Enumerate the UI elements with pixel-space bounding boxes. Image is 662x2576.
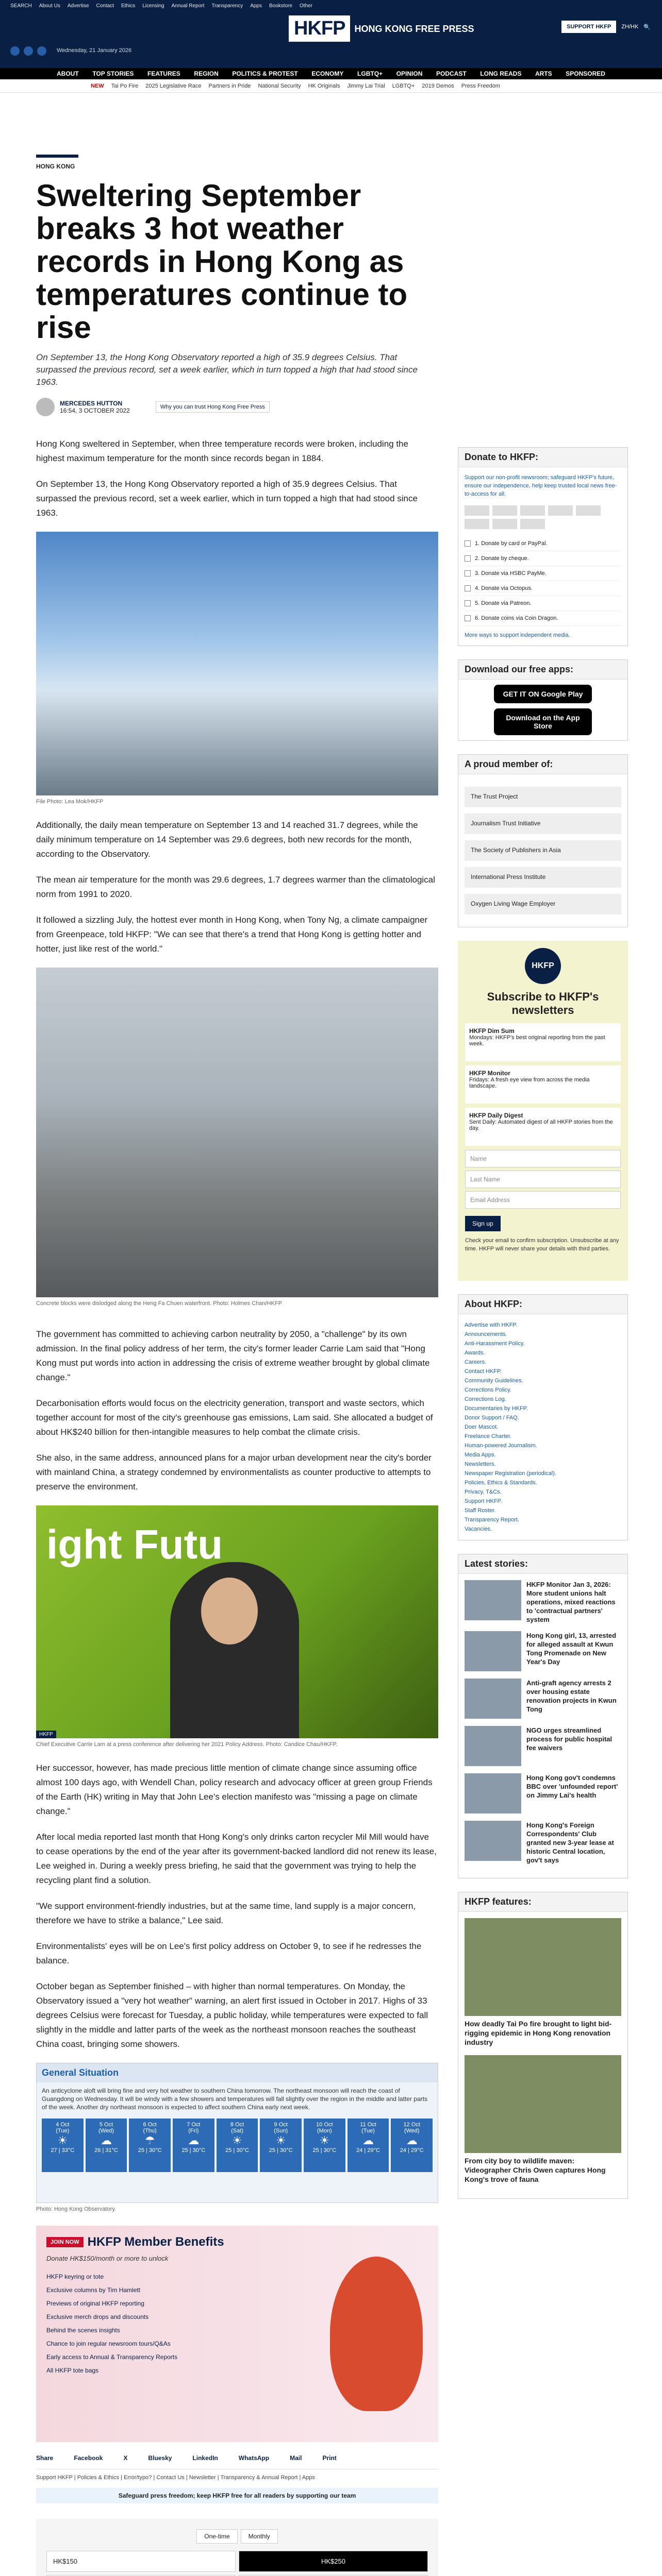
about-link[interactable]: Advertise with HKFP. <box>465 1322 518 1328</box>
paragraph: Hong Kong sweltered in September, when three temperature records were broken, including the highest maximum temperature for the month since records began in 1884. <box>36 439 408 463</box>
article-photo <box>36 968 438 1297</box>
donate-option[interactable]: 2. Donate by cheque. <box>465 551 621 566</box>
current-date: Wednesday, 21 January 2026 <box>57 47 132 54</box>
trust-project-logo[interactable]: The Trust Project <box>465 787 621 807</box>
newsletter-title: Subscribe to HKFP's newsletters <box>487 990 599 1016</box>
donate-box <box>458 447 628 646</box>
trending-item[interactable]: Partners in Pride <box>208 82 251 89</box>
amount-250[interactable]: HK$250 <box>239 2551 428 2572</box>
paragraph: It followed a sizzling July, the hottest ever month in Hong Kong, when Tony Ng, a climate campaigner from Greenpeace, told HKFP: "We can see that there's a trend that Hong Kong is getting hotter and hotter, just like rest of the world." <box>36 915 428 954</box>
story-thumbnail <box>465 1679 521 1719</box>
nav-politics[interactable]: POLITICS & PROTEST <box>232 70 298 77</box>
forecast-day: 8 Oct (Sat) ☀ 25 | 30°C <box>217 2119 258 2172</box>
contact-link[interactable]: Contact <box>96 3 114 9</box>
donate-option[interactable]: 4. Donate via Octopus. <box>465 581 621 596</box>
benefit-item: Exclusive merch drops and discounts <box>46 2313 149 2320</box>
share-x[interactable]: X <box>123 2454 128 2462</box>
share-bar <box>36 2454 438 2469</box>
sun-icon: ☀ <box>57 2134 68 2147</box>
monthly-tab[interactable]: Monthly <box>241 2529 278 2544</box>
share-print[interactable]: Print <box>322 2454 337 2462</box>
latest-story[interactable]: Anti-graft agency arrests 2 over housing estate renovation projects in Kwun Tong <box>465 1679 621 1719</box>
member-subtitle: Donate HK$150/month or more to unlock <box>46 2255 169 2262</box>
paragraph: "We support environment-friendly industries, but at the same time, land supply is a major concern, therefore we have to strike a balance," Lee said. <box>36 1901 416 1925</box>
photo-backdrop-text: ight Futu <box>46 1521 223 1567</box>
nav-podcast[interactable]: PODCAST <box>436 70 467 77</box>
nav-features[interactable]: FEATURES <box>147 70 180 77</box>
photo-subject-face <box>201 1578 258 1645</box>
x-icon[interactable] <box>24 46 33 56</box>
benefit-list <box>46 2270 177 2377</box>
feature-image <box>465 1918 621 2016</box>
licensing-link[interactable]: Licensing <box>142 3 164 9</box>
instagram-icon[interactable] <box>37 46 46 56</box>
feature-image <box>465 2055 621 2153</box>
nav-region[interactable]: REGION <box>194 70 219 77</box>
donate-text[interactable]: Support our non-profit newsroom; safeguard HKFP's future, ensure our independence, help keep trusted local news free-to-access for all. <box>465 474 617 497</box>
hkfp-watermark: HKFP <box>36 1731 56 1738</box>
sun-icon: ☀ <box>275 2134 286 2147</box>
cloud-icon: ☁ <box>101 2134 112 2147</box>
about-link[interactable]: Staff Roster. <box>465 1507 496 1514</box>
ethics-link[interactable]: Ethics <box>121 3 136 9</box>
first-name-field[interactable]: Name <box>465 1150 621 1167</box>
trending-item[interactable]: 2019 Demos <box>422 82 454 89</box>
bookstore-link[interactable]: Bookstore <box>269 3 293 9</box>
about-link[interactable]: Corrections Policy. <box>465 1387 511 1393</box>
apps-link[interactable]: Apps <box>250 3 262 9</box>
benefit-item: All HKFP tote bags <box>46 2367 99 2374</box>
latest-story[interactable]: Hong Kong gov't condemns BBC over 'unfounded report' on Jimmy Lai's health <box>465 1773 621 1814</box>
nav-sponsored[interactable]: SPONSORED <box>566 70 605 77</box>
photo-caption: Chief Executive Carrie Lam at a press conference after delivering her 2021 Policy Address. Photo: Candice Chau/HKFP. <box>36 1741 338 1748</box>
newsletter-option[interactable]: HKFP Monitor Fridays: A fresh eye view from across the media landscape. <box>465 1065 621 1104</box>
weather-title: General Situation <box>37 2063 438 2082</box>
hkfp-round-logo: HKFP <box>525 948 561 984</box>
email-field[interactable]: Email Address <box>465 1191 621 1209</box>
paragraph: Her successor, however, has made precious little mention of climate change since assuming office almost 100 days ago, with Wendell Chan, policy research and advocacy officer at green group Friends of the Earth (HK) writing in May that John Lee's election manifesto was "missing a page on climate change." <box>36 1763 433 1816</box>
benefit-item: Exclusive columns by Tim Hamlett <box>46 2286 141 2294</box>
story-thumbnail <box>465 1580 521 1620</box>
apps-title: Download our free apps: <box>458 660 627 680</box>
forecast-day: 9 Oct (Sun) ☀ 25 | 30°C <box>260 2119 302 2172</box>
about-link[interactable]: Support HKFP. <box>465 1498 502 1504</box>
nav-about[interactable]: ABOUT <box>57 70 79 77</box>
forecast-day: 11 Oct (Tue) ☁ 24 | 29°C <box>347 2119 389 2172</box>
about-link[interactable]: Community Guidelines. <box>465 1378 523 1384</box>
language-toggle[interactable]: ZH/HK <box>621 24 639 30</box>
sun-icon: ☀ <box>232 2134 242 2147</box>
about-link[interactable]: Media Apps. <box>465 1452 496 1458</box>
article <box>36 155 438 2576</box>
donate-option[interactable]: 3. Donate via HSBC PayMe. <box>465 566 621 581</box>
nav-long-reads[interactable]: LONG READS <box>480 70 522 77</box>
nav-opinion[interactable]: OPINION <box>396 70 423 77</box>
google-play-badge[interactable]: GET IT ON Google Play <box>494 685 592 703</box>
about-link[interactable]: Documentaries by HKFP. <box>465 1405 528 1412</box>
sun-icon: ☀ <box>319 2134 330 2147</box>
photo-caption: Photo: Hong Kong Observatory. <box>36 2206 117 2212</box>
top-utility-bar <box>0 0 662 11</box>
sidebar <box>458 447 628 2212</box>
newsletter-option[interactable]: HKFP Dim Sum Mondays: HKFP's best original reporting from the past week. <box>465 1023 621 1061</box>
paragraph: October began as September finished – with higher than normal temperatures. On Monday, the Observatory issued a "very hot weather" warning, an alert first issued in October in 2017. Highs of 33 degrees Celsius were forecast for Tuesday, a public holiday, while temperatures were expected to fall slightly in the middle and latter parts of the week as the northeast monsoon reaches the southeast China coast, bringing some showers. <box>36 1981 428 2049</box>
share-linkedin[interactable]: LinkedIn <box>192 2454 218 2462</box>
more-ways-link[interactable]: More ways to support independent media. <box>465 632 570 638</box>
story-thumbnail <box>465 1631 521 1671</box>
about-link[interactable]: Doer Mascot. <box>465 1424 499 1430</box>
trending-item[interactable]: Jimmy Lai Trial <box>347 82 385 89</box>
trending-item[interactable]: Press Freedom <box>461 82 500 89</box>
features-title: HKFP features: <box>458 1892 627 1912</box>
about-link[interactable]: Donor Support / FAQ. <box>465 1415 519 1421</box>
about-link[interactable]: Vacancies. <box>465 1526 492 1532</box>
member-of-title: A proud member of: <box>458 755 627 774</box>
member-title: HKFP Member Benefits <box>87 2235 224 2249</box>
paragraph: After local media reported last month that Hong Kong's only drinks carton recycler Mil Mill would have to cease operations by the end of the year after its government-backed landlord did not renew its lease, Lee weighed in. During a weekly press briefing, he said that the government was trying to help the recycling plant find a solution. <box>36 1832 437 1885</box>
app-store-badge[interactable]: Download on the App Store <box>494 708 592 735</box>
about-link[interactable]: Newspaper Registration (periodical). <box>465 1470 556 1477</box>
paragraph: She also, in the same address, announced plans for a major urban development near the city's border with mainland China, a strategy condemned by environmentalists as counter productive to attempts to preserve the environment. <box>36 1453 432 1492</box>
newsletter-note: Check your email to confirm subscription. Unsubscribe at any time. HKFP will never share your details with third parties. <box>465 1238 619 1252</box>
payment-logos <box>465 505 621 529</box>
cloud-icon: ☁ <box>362 2134 374 2147</box>
nav-economy[interactable]: ECONOMY <box>311 70 344 77</box>
donation-widget <box>36 2519 438 2576</box>
donate-option[interactable]: 6. Donate coins via Coin Dragon. <box>465 611 621 626</box>
feature-story[interactable]: From city boy to wildlife maven: Videographer Chris Owen captures Hong Kong's trove of fauna <box>465 2055 621 2184</box>
apps-box <box>458 659 628 741</box>
category-rule <box>36 155 78 158</box>
annual-report-link[interactable]: Annual Report <box>171 3 205 9</box>
site-header <box>0 11 662 68</box>
about-link[interactable]: Policies, Ethics & Standards. <box>465 1480 537 1486</box>
mascot-illustration <box>330 2257 423 2411</box>
forecast-days <box>37 2115 438 2175</box>
article-body <box>36 437 438 2052</box>
latest-story[interactable]: Hong Kong girl, 13, arrested for alleged assault at Kwun Tong Promenade on New Year's Day <box>465 1631 621 1671</box>
latest-story[interactable]: NGO urges streamlined process for public hospital fee waivers <box>465 1726 621 1766</box>
byline <box>36 398 438 416</box>
author-name[interactable]: MERCEDES HUTTON <box>60 400 123 407</box>
footer-links[interactable]: Support HKFP | Policies & Ethics | Error/typo? | Contact Us | Newsletter | Transparency & Annual Report | Apps <box>36 2475 315 2481</box>
forecast-day: 7 Oct (Fri) ☁ 25 | 30°C <box>173 2119 214 2172</box>
social-icons <box>10 46 46 56</box>
paragraph: The mean air temperature for the month was 29.6 degrees, 1.7 degrees warmer than the climatological norm from 1991 to 2020. <box>36 875 435 899</box>
features-box <box>458 1892 628 2199</box>
logo-mark: HKFP <box>289 15 350 42</box>
support-banner[interactable]: Safeguard press freedom; keep HKFP free for all readers by supporting our team <box>36 2488 438 2503</box>
trending-item[interactable]: Tai Po Fire <box>111 82 139 89</box>
article-category[interactable]: HONG KONG <box>36 163 75 170</box>
paragraph: Environmentalists' eyes will be on Lee's first policy address on October 9, to see if he redresses the balance. <box>36 1941 422 1965</box>
paragraph: Additionally, the daily mean temperature on September 13 and 14 reached 31.7 degrees, while the daily minimum temperature on 14 September was 29.6 degrees, both new records for the month, according to the Observatory. <box>36 820 418 859</box>
donate-option[interactable]: 5. Donate via Patreon. <box>465 596 621 611</box>
about-link[interactable]: Awards. <box>465 1350 485 1356</box>
article-photo <box>36 1505 438 1738</box>
transparency-link[interactable]: Transparency <box>211 3 243 9</box>
member-benefits-banner[interactable] <box>36 2226 438 2442</box>
about-link[interactable]: Human-powered Journalism. <box>465 1443 537 1449</box>
about-link[interactable]: Announcements. <box>465 1331 507 1337</box>
nav-top-stories[interactable]: TOP STORIES <box>92 70 134 77</box>
about-link[interactable]: Transparency Report. <box>465 1517 519 1523</box>
other-link[interactable]: Other <box>300 3 313 9</box>
trending-bar <box>0 79 662 93</box>
benefit-item: Chance to join regular newsroom tours/Q&As <box>46 2340 171 2347</box>
trending-item[interactable]: HK Originals <box>308 82 340 89</box>
story-thumbnail <box>465 1773 521 1814</box>
forecast-day: 4 Oct (Tue) ☀ 27 | 33°C <box>42 2119 84 2172</box>
facebook-icon[interactable] <box>10 46 20 56</box>
about-title: About HKFP: <box>458 1295 627 1314</box>
share-label: Share <box>36 2454 54 2462</box>
photo-caption: Concrete blocks were dislodged along the Heng Fa Chuen waterfront. Photo: Holmes Chan/HKFP <box>36 1300 282 1307</box>
trust-link[interactable]: Why you can trust Hong Kong Free Press <box>156 401 270 413</box>
paragraph: On September 13, the Hong Kong Observatory reported a high of 35.9 degrees Celsius. That surpassed the previous record, set a week earlier, which in turn topped a high that had stood since 1963. <box>36 479 418 518</box>
article-lede: On September 13, the Hong Kong Observatory reported a high of 35.9 degrees Celsius. That surpassed the previous record, set a week earlier, which in turn topped a high that had stood since 1963. <box>36 352 418 387</box>
cloud-icon: ☁ <box>406 2134 418 2147</box>
living-wage-logo[interactable]: Oxygen Living Wage Employer <box>465 894 621 914</box>
photo-caption: File Photo: Lea Mok/HKFP <box>36 799 104 805</box>
benefit-item: Previews of original HKFP reporting <box>46 2300 144 2307</box>
search-link[interactable]: SEARCH <box>10 3 32 9</box>
paragraph: The government has committed to achieving carbon neutrality by 2050, a "challenge" by its own admission. In the final policy address of her term, the city's former leader Carrie Lam said that "Hong Kong must put words into action in addressing the crisis of extreme weather brought by global climate change." <box>36 1329 430 1382</box>
forecast-day: 12 Oct (Wed) ☁ 24 | 29°C <box>391 2119 433 2172</box>
cloud-icon: ☁ <box>188 2134 200 2147</box>
jti-logo[interactable]: Journalism Trust Initiative <box>465 814 621 834</box>
latest-story[interactable]: Hong Kong's Foreign Correspondents' Club granted new 3-year lease at historic Central location, gov't says <box>465 1821 621 1865</box>
advertise-link[interactable]: Advertise <box>67 3 89 9</box>
story-thumbnail <box>465 1726 521 1766</box>
amount-150[interactable]: HK$150 <box>46 2551 236 2572</box>
donate-option[interactable]: 1. Donate by card or PayPal. <box>465 536 621 551</box>
about-link[interactable]: Privacy, T&Cs. <box>465 1489 502 1495</box>
benefit-item: Early access to Annual & Transparency Reports <box>46 2353 178 2361</box>
site-logo[interactable] <box>289 15 474 42</box>
about-link[interactable]: Careers. <box>465 1359 487 1365</box>
support-button[interactable]: SUPPORT HKFP <box>561 21 616 33</box>
nav-lgbtq[interactable]: LGBTQ+ <box>357 70 383 77</box>
trending-item[interactable]: National Security <box>258 82 301 89</box>
publish-time: 16:54, 3 OCTOBER 2022 <box>60 407 130 414</box>
forecast-day: 10 Oct (Mon) ☀ 25 | 30°C <box>304 2119 345 2172</box>
about-box <box>458 1294 628 1540</box>
about-link[interactable]: About Us <box>39 3 60 9</box>
forecast-day: 6 Oct (Thu) ☂ 25 | 30°C <box>129 2119 171 2172</box>
join-badge: JOIN NOW <box>46 2237 84 2247</box>
about-link[interactable]: Freelance Charter. <box>465 1433 512 1439</box>
sopa-logo[interactable]: The Society of Publishers in Asia <box>465 840 621 861</box>
share-facebook[interactable]: Facebook <box>74 2454 103 2462</box>
about-link[interactable]: Contact HKFP. <box>465 1368 502 1375</box>
about-link[interactable]: Anti-Harassment Policy. <box>465 1341 525 1347</box>
last-name-field[interactable]: Last Name <box>465 1171 621 1188</box>
article-title: Sweltering September breaks 3 hot weather records in Hong Kong as temperatures continue to rise <box>36 178 408 345</box>
newsletter-option[interactable]: HKFP Daily Digest Sent Daily: Automated digest of all HKFP stories from the day. <box>465 1108 621 1146</box>
newsletter-box <box>458 941 628 1281</box>
weather-text: An anticyclone aloft will bring fine and very hot weather to southern China tomorrow. The northeast monsoon will reach the coast of Guangdong on Wednesday. It will be windy with a few showers and temperatures will fall slightly over the region in the middle and latter parts of the week. Another dry northeast monsoon is expected to affect southern China early next week. <box>42 2087 427 2111</box>
latest-title: Latest stories: <box>458 1554 627 1574</box>
trending-item[interactable]: 2025 Legislative Race <box>145 82 202 89</box>
feature-story[interactable]: How deadly Tai Po fire brought to light bid-rigging epidemic in Hong Kong renovation industry <box>465 1918 621 2047</box>
nav-arts[interactable]: ARTS <box>535 70 552 77</box>
donate-title: Donate to HKFP: <box>458 448 627 467</box>
share-bluesky[interactable]: Bluesky <box>148 2454 172 2462</box>
forecast-day: 5 Oct (Wed) ☁ 26 | 31°C <box>86 2119 127 2172</box>
share-mail[interactable]: Mail <box>290 2454 302 2462</box>
rain-icon: ☂ <box>144 2134 155 2147</box>
benefit-item: Behind the scenes insights <box>46 2327 120 2334</box>
latest-box <box>458 1554 628 1878</box>
story-thumbnail <box>465 1821 521 1861</box>
trending-label: NEW <box>91 82 104 89</box>
share-whatsapp[interactable]: WhatsApp <box>238 2454 270 2462</box>
main-nav <box>0 68 662 79</box>
member-of-box <box>458 754 628 927</box>
ipi-logo[interactable]: International Press Institute <box>465 867 621 888</box>
latest-story[interactable]: HKFP Monitor Jan 3, 2026: More student unions halt operations, mixed reactions to 'contractual partners' system <box>465 1580 621 1624</box>
search-icon[interactable]: 🔍 <box>643 24 651 30</box>
about-list <box>458 1314 627 1540</box>
about-link[interactable]: Newsletters. <box>465 1461 496 1467</box>
about-link[interactable]: Corrections Log. <box>465 1396 506 1402</box>
logo-text: HONG KONG FREE PRESS <box>354 23 474 34</box>
one-time-tab[interactable]: One-time <box>196 2529 237 2544</box>
benefit-item: HKFP keyring or tote <box>46 2273 104 2280</box>
signup-button[interactable]: Sign up <box>465 1216 501 1231</box>
weather-forecast-image <box>36 2063 438 2203</box>
author-avatar <box>36 398 55 416</box>
trending-item[interactable]: LGBTQ+ <box>392 82 415 89</box>
article-photo <box>36 532 438 795</box>
paragraph: Decarbonisation efforts would focus on the electricity generation, transport and waste sectors, which together account for most of the city's greenhouse gas emissions, Lam said. She allocated a budget of about HK$240 billion for then-intangible measures to help combat the climate crisis. <box>36 1398 433 1437</box>
